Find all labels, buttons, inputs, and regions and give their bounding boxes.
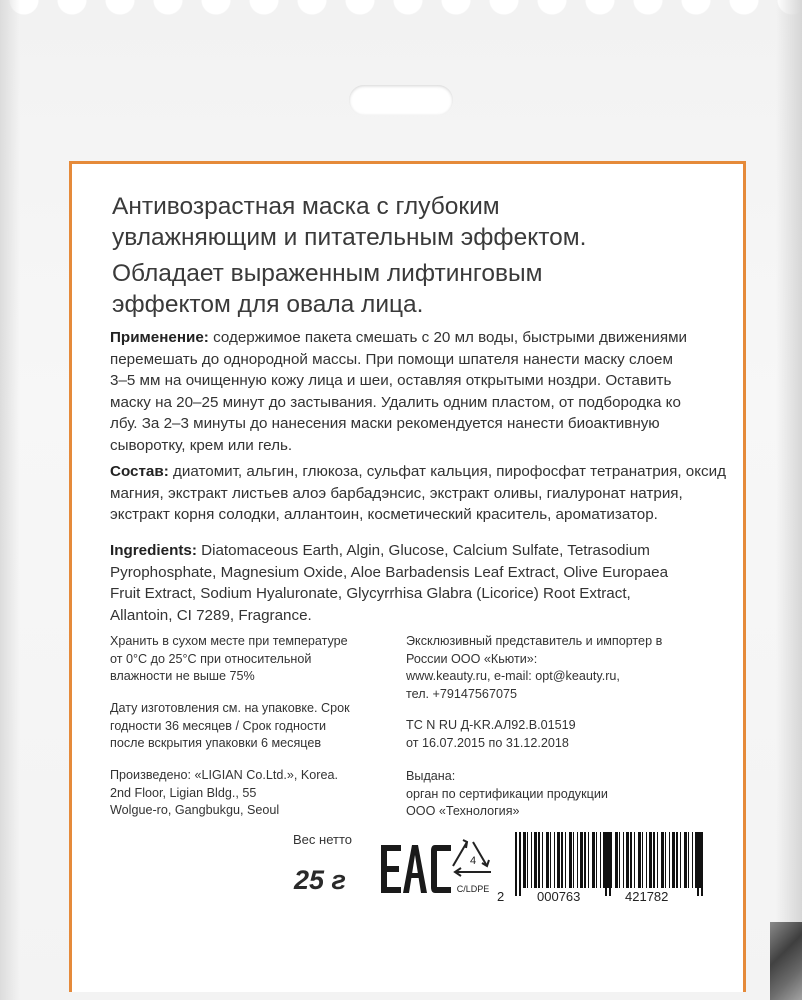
net-weight-value: 25 г xyxy=(294,865,346,895)
torn-corner xyxy=(770,922,802,1000)
manufacturer-line: 2nd Floor, Ligian Bldg., 55 xyxy=(110,785,257,800)
barcode-left-digits: 000763 xyxy=(537,889,581,904)
barcode-right-digits: 421782 xyxy=(625,889,669,904)
ingredients-section xyxy=(110,540,720,626)
headline-line: увлажняющим и питательным эффектом. xyxy=(112,224,587,251)
composition-label: Состав: xyxy=(110,463,169,480)
subheadline-line: эффектом для овала лица. xyxy=(112,291,424,318)
usage-text: содержимое пакета смешать с 20 мл воды, быстрыми движениями xyxy=(208,329,688,346)
ingredients-line: Allantoin, CI 7289, Fragrance. xyxy=(110,606,312,624)
certificate-info xyxy=(406,717,576,752)
barcode-guard xyxy=(701,832,703,896)
composition-line xyxy=(110,461,726,483)
storage-info xyxy=(110,633,348,686)
issued-line: ООО «Технология» xyxy=(406,804,520,819)
usage-line: 3–5 мм на очищенную кожу лица и шеи, оставляя открытыми ноздри. Оставить xyxy=(110,372,672,389)
barcode-guard xyxy=(515,832,517,896)
hang-hole xyxy=(349,85,453,115)
headline xyxy=(112,191,712,253)
ingredients-text: Diatomaceous Earth, Algin, Glucose, Calcium Sulfate, Tetrasodium xyxy=(196,542,650,559)
recycle-number: 4 xyxy=(469,855,477,867)
usage-line: лбу. За 2–3 минуты до нанесения маски рекомендуется нанести биоактивную xyxy=(110,415,660,432)
subheadline-line: Обладает выраженным лифтинговым xyxy=(112,260,543,287)
net-weight-label: Вес нетто xyxy=(293,832,352,847)
shelf-life-line: после вскрытия упаковки 6 месяцев xyxy=(110,736,322,751)
ingredients-line: Fruit Extract, Sodium Hyaluronate, Glycyrrhisa Glabra (Licorice) Root Extract, xyxy=(110,585,631,602)
usage-line: сыворотку, крем или гель. xyxy=(110,436,293,454)
issued-line: Выдана: xyxy=(406,769,456,783)
barcode-guard xyxy=(609,832,611,896)
storage-line: Хранить в сухом месте при температуре xyxy=(110,634,348,648)
manufacturer-line: Wolgue-ro, Gangbukgu, Seoul xyxy=(110,803,280,818)
barcode-guard xyxy=(697,832,699,896)
manufacturer-info xyxy=(110,767,338,820)
composition-line: магния, экстракт листьев алоэ барбадэнсис, экстракт оливы, гиалуронат натрия, xyxy=(110,484,683,502)
storage-line: влажности не выше 75% xyxy=(110,669,255,684)
eac-mark-icon xyxy=(381,845,451,893)
ingredients-line: Pyrophosphate, Magnesium Oxide, Aloe Barbadensis Leaf Extract, Olive Europaea xyxy=(110,563,669,581)
certificate-line: ТС N RU Д-KR.АЛ92.В.01519 xyxy=(406,718,576,732)
scalloped-edge xyxy=(0,0,802,24)
issued-info xyxy=(406,768,608,821)
importer-line: России ООО «Кьюти»: xyxy=(406,651,538,666)
barcode-first-digit: 2 xyxy=(497,889,505,904)
subheadline xyxy=(112,258,712,320)
importer-line: тел. +79147567075 xyxy=(406,686,517,701)
ingredients-label: Ingredients: xyxy=(110,542,197,559)
left-seal-shadow xyxy=(0,0,20,1000)
importer-line: www.keauty.ru, e-mail: opt@keauty.ru, xyxy=(406,669,620,684)
shelf-life-line: Дату изготовления см. на упаковке. Срок xyxy=(110,701,350,715)
issued-line: орган по сертификации продукции xyxy=(406,786,608,801)
usage-line xyxy=(110,327,720,349)
usage-label: Применение: xyxy=(110,329,209,346)
recycle-icon xyxy=(447,836,499,902)
shelf-life-line: годности 36 месяцев / Срок годности xyxy=(110,718,327,733)
certificate-line: от 16.07.2015 по 31.12.2018 xyxy=(406,735,569,750)
usage-section xyxy=(110,327,720,456)
barcode-guard xyxy=(605,832,607,896)
ingredients-line xyxy=(110,540,720,562)
composition-text: диатомит, альгин, глюкоза, сульфат кальция, пирофосфат тетранатрия, оксид xyxy=(168,463,726,480)
storage-line: от 0°С до 25°С при относительной xyxy=(110,651,312,666)
importer-line: Эксклюзивный представитель и импортер в xyxy=(406,634,663,648)
usage-line: перемешать до однородной массы. При помощи шпателя нанести маску слоем xyxy=(110,350,673,368)
right-seal-shadow xyxy=(776,0,802,1000)
manufacturer-line: Произведено: «LIGIAN Co.Ltd.», Korea. xyxy=(110,768,338,782)
headline-line: Антивозрастная маска с глубоким xyxy=(112,193,500,220)
usage-line: маску на 20–25 минут до застывания. Удалить одним пластом, от подбородка ко xyxy=(110,393,681,411)
shelf-life-info xyxy=(110,700,350,753)
importer-info xyxy=(406,633,662,703)
barcode xyxy=(495,832,703,904)
composition-line: экстракт корня солодки, аллантоин, косметический краситель, ароматизатор. xyxy=(110,506,658,523)
barcode-guard xyxy=(519,832,521,896)
recycle-code: C/LDPE xyxy=(456,884,490,894)
composition-section xyxy=(110,461,726,526)
